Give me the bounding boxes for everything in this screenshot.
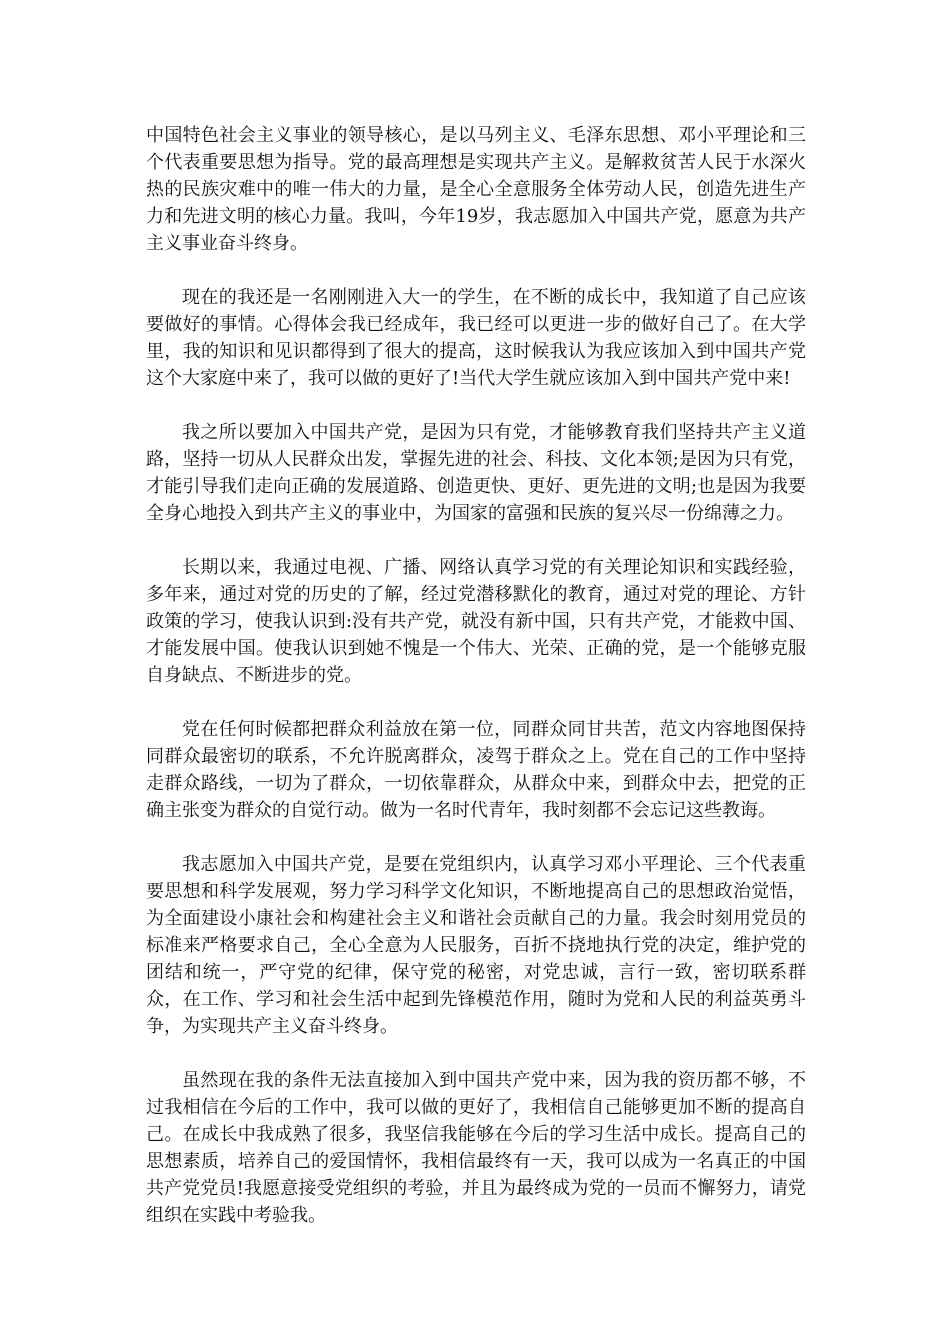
document-body [146,122,806,1229]
paragraph-6: 我志愿加入中国共产党，是要在党组织内，认真学习邓小平理论、三个代表重要思想和科学发展观，努力学习科学文化知识，不断地提高自己的思想政治觉悟，为全面建设小康社会和构建社会主义和谐社会贡献自己的力量。我会时刻用党员的标准来严格要求自己，全心全意为人民服务，百折不挠地执行党的决定，维护党的团结和统一，严守党的纪律，保守党的秘密，对党忠诚，言行一致，密切联系群众，在工作、学习和社会生活中起到先锋模范作用，随时为党和人民的利益英勇斗争，为实现共产主义奋斗终身。 [146,854,806,1037]
paragraph-1: 中国特色社会主义事业的领导核心，是以马列主义、毛泽东思想、邓小平理论和三个代表重要思想为指导。党的最高理想是实现共产主义。是解救贫苦人民于水深火热的民族灾难中的唯一伟大的力量，是全心全意服务全体劳动人民，创造先进生产力和先进文明的核心力量。我叫，今年19岁，我志愿加入中国共产党，愿意为共产主义事业奋斗终身。 [146,125,806,254]
paragraph-2: 现在的我还是一名刚刚进入大一的学生，在不断的成长中，我知道了自己应该要做好的事情。心得体会我已经成年，我已经可以更进一步的做好自己了。在大学里，我的知识和见识都得到了很大的提高，这时候我认为我应该加入到中国共产党这个大家庭中来了，我可以做的更好了!当代大学生就应该加入到中国共产党中来! [146,287,806,389]
paragraph-3: 我之所以要加入中国共产党，是因为只有党，才能够教育我们坚持共产主义道路，坚持一切从人民群众出发，掌握先进的社会、科技、文化本领;是因为只有党，才能引导我们走向正确的发展道路、创造更快、更好、更先进的文明;也是因为我要全身心地投入到共产主义的事业中，为国家的富强和民族的复兴尽一份绵薄之力。 [146,422,806,524]
paragraph-5: 党在任何时候都把群众利益放在第一位，同群众同甘共苦，范文内容地图保持同群众最密切的联系，不允许脱离群众，凌驾于群众之上。党在自己的工作中坚持走群众路线，一切为了群众，一切依靠群众，从群众中来，到群众中去，把党的正确主张变为群众的自觉行动。做为一名时代青年，我时刻都不会忘记这些教诲。 [146,719,806,821]
paragraph-7: 虽然现在我的条件无法直接加入到中国共产党中来，因为我的资历都不够，不过我相信在今后的工作中，我可以做的更好了，我相信自己能够更加不断的提高自己。在成长中我成熟了很多，我坚信我能够在今后的学习生活中成长。提高自己的思想素质，培养自己的爱国情怀，我相信最终有一天，我可以成为一名真正的中国共产党党员!我愿意接受党组织的考验，并且为最终成为党的一员而不懈努力，请党组织在实践中考验我。 [146,1070,806,1226]
paragraph-4: 长期以来，我通过电视、广播、网络认真学习党的有关理论知识和实践经验，多年来，通过对党的历史的了解，经过党潜移默化的教育，通过对党的理论、方针政策的学习，使我认识到:没有共产党，就没有新中国，只有共产党，才能救中国、才能发展中国。使我认识到她不愧是一个伟大、光荣、正确的党，是一个能够克服自身缺点、不断进步的党。 [146,557,806,686]
